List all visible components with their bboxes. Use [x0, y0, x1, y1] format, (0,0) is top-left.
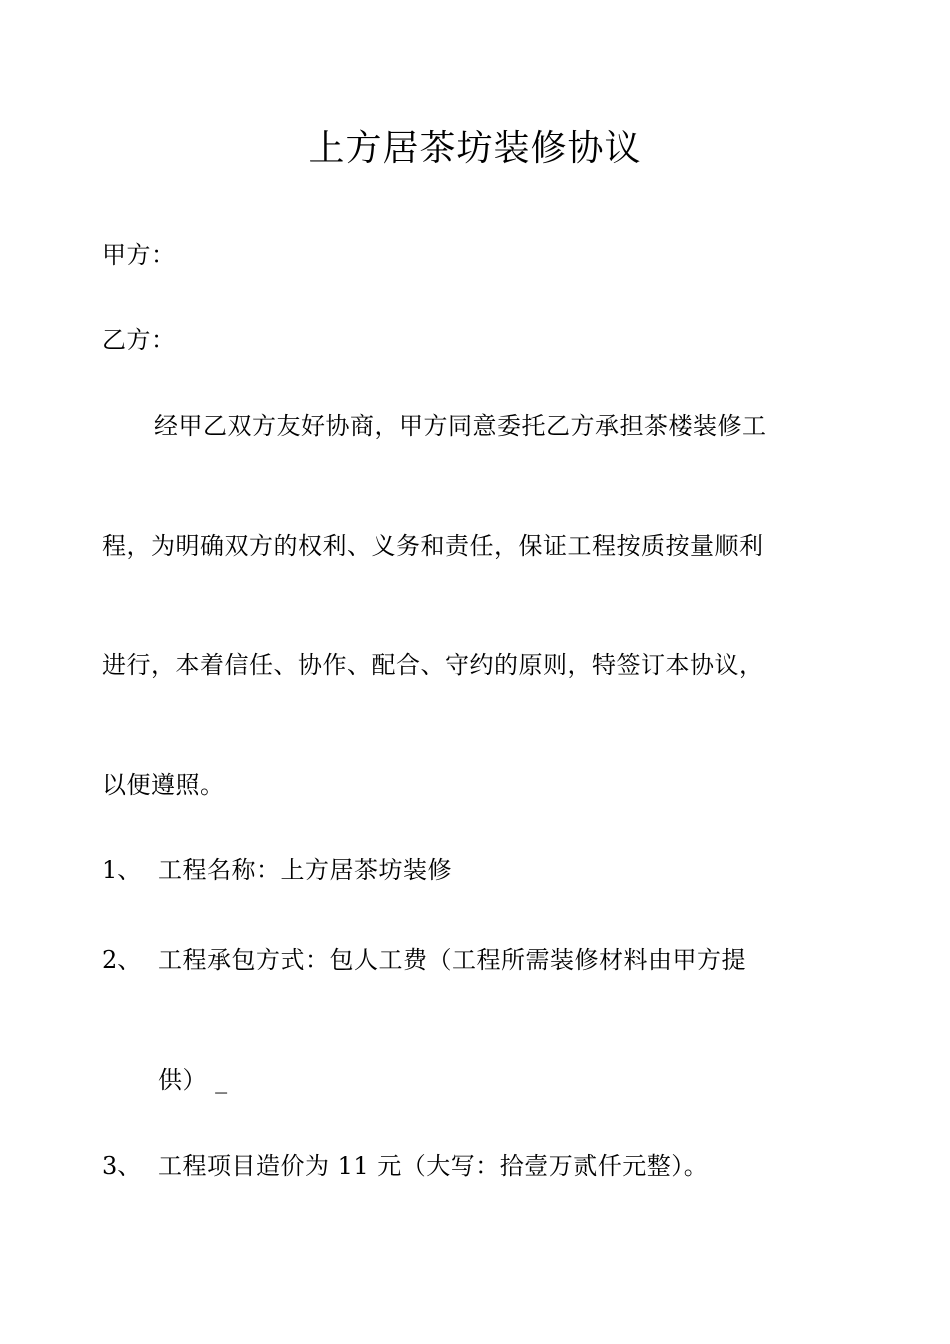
party-b-label: 乙方： — [102, 326, 176, 354]
item-1-text: 工程名称：上方居茶坊装修 — [158, 856, 452, 884]
party-a-label: 甲方： — [102, 241, 176, 269]
intro-line-3: 进行，本着信任、协作、配合、守约的原则，特签订本协议， — [102, 651, 764, 679]
item-3-number: 3、 — [102, 1152, 142, 1180]
item-2-number: 2、 — [102, 946, 142, 974]
document-title: 上方居茶坊装修协议 — [308, 128, 642, 169]
intro-line-1: 经甲乙双方友好协商，甲方同意委托乙方承担茶楼装修工 — [154, 412, 767, 440]
intro-line-2: 程，为明确双方的权利、义务和责任，保证工程按质按量顺利 — [102, 532, 764, 560]
item-3-text: 工程项目造价为 11 元（大写：拾壹万贰仟元整）。 — [158, 1152, 709, 1180]
item-2-text-line-2: 供） _ — [158, 1066, 228, 1094]
item-1-number: 1、 — [102, 856, 142, 884]
item-2-text-line-1: 工程承包方式：包人工费（工程所需装修材料由甲方提 — [158, 946, 746, 974]
intro-line-4: 以便遵照。 — [102, 771, 225, 799]
